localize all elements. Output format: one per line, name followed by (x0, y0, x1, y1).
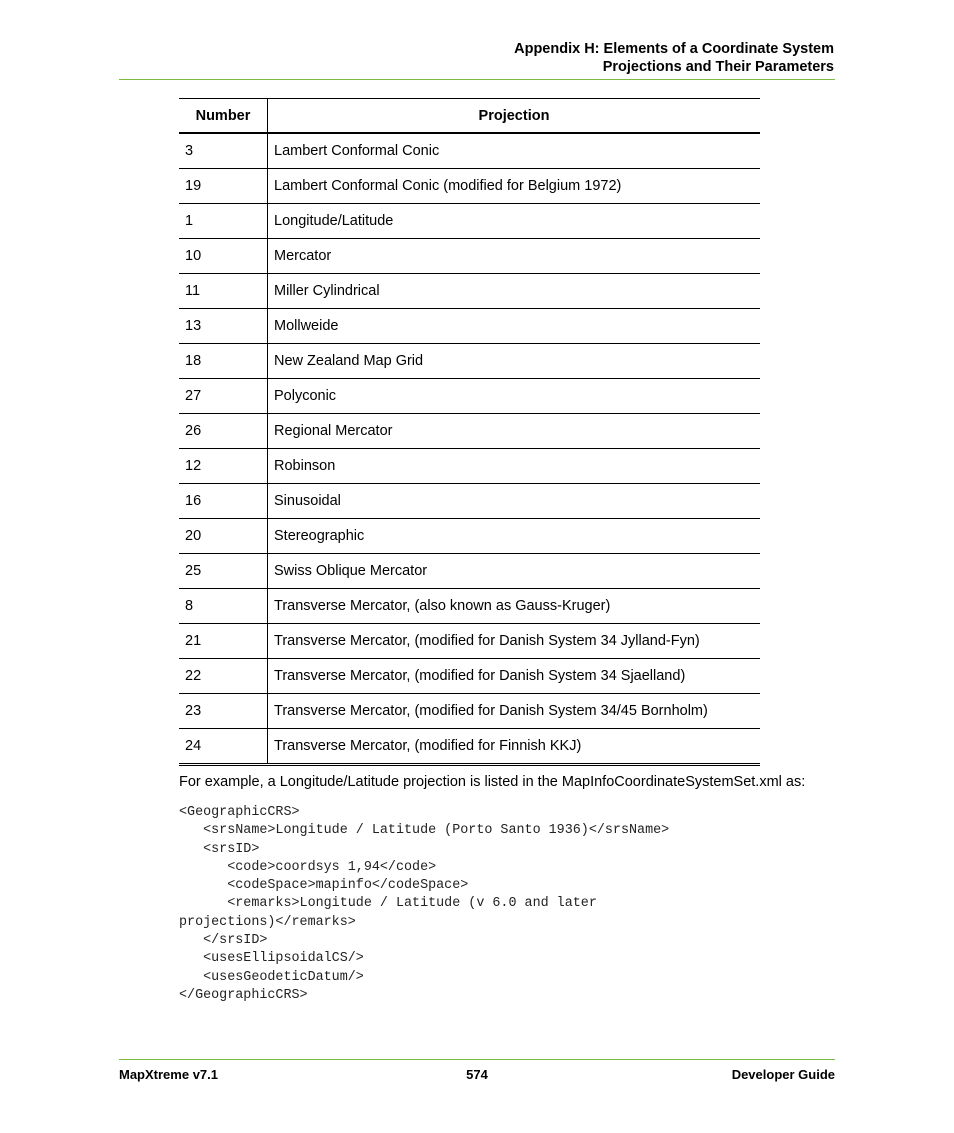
projection-number: 10 (179, 239, 268, 274)
column-header-number: Number (179, 99, 268, 134)
projection-number: 13 (179, 309, 268, 344)
projection-name: Mercator (268, 239, 761, 274)
projection-number: 12 (179, 449, 268, 484)
projection-number: 24 (179, 729, 268, 765)
projection-number: 11 (179, 274, 268, 309)
example-paragraph: For example, a Longitude/Latitude projection is listed in the MapInfoCoordinateSystemSet.xml as: (179, 774, 806, 790)
projection-name: Transverse Mercator, (modified for Danish System 34 Sjaelland) (268, 659, 761, 694)
code-sample: <GeographicCRS> <srsName>Longitude / Latitude (Porto Santo 1936)</srsName> <srsID> <code>coordsys 1,94</code> <codeSpace>mapinfo</codeSpace> <remarks>Longitude / Latitude (v 6.0 and later projections)</remarks> </srsID> <usesEllipsoidalCS/> <usesGeodeticDatum/> </GeographicCRS> (179, 805, 670, 1003)
projection-number: 27 (179, 379, 268, 414)
projection-number: 21 (179, 624, 268, 659)
projection-number: 19 (179, 169, 268, 204)
projection-name: Transverse Mercator, (modified for Danish System 34 Jylland-Fyn) (268, 624, 761, 659)
projection-number: 20 (179, 519, 268, 554)
projection-name: New Zealand Map Grid (268, 344, 761, 379)
projection-name: Stereographic (268, 519, 761, 554)
footer-product: MapXtreme v7.1 (119, 1067, 218, 1082)
projection-number: 16 (179, 484, 268, 519)
table-row (179, 379, 760, 414)
header-chapter: Appendix H: Elements of a Coordinate System (514, 41, 834, 57)
table-row (179, 309, 760, 344)
header-section: Projections and Their Parameters (602, 59, 834, 75)
projection-name: Transverse Mercator, (modified for Finnish KKJ) (268, 729, 761, 765)
table-row (179, 449, 760, 484)
projection-name: Sinusoidal (268, 484, 761, 519)
table-row (179, 729, 760, 765)
projection-name: Mollweide (268, 309, 761, 344)
page-header (514, 40, 834, 76)
projection-number: 26 (179, 414, 268, 449)
table-header-row (179, 99, 760, 134)
projection-number: 23 (179, 694, 268, 729)
projection-name: Robinson (268, 449, 761, 484)
table-row (179, 133, 760, 169)
projection-number: 18 (179, 344, 268, 379)
table-row (179, 659, 760, 694)
projection-number: 1 (179, 204, 268, 239)
table-row (179, 624, 760, 659)
table-body (179, 133, 760, 765)
projection-name: Polyconic (268, 379, 761, 414)
table-row (179, 274, 760, 309)
footer-rule (119, 1059, 835, 1060)
table-row (179, 694, 760, 729)
projection-name: Regional Mercator (268, 414, 761, 449)
column-header-projection: Projection (268, 99, 761, 134)
footer-guide-title: Developer Guide (731, 1067, 835, 1082)
table-row (179, 589, 760, 624)
table-row (179, 204, 760, 239)
header-rule (119, 79, 835, 80)
projection-name: Swiss Oblique Mercator (268, 554, 761, 589)
projection-number: 22 (179, 659, 268, 694)
table-row (179, 169, 760, 204)
projection-number: 3 (179, 133, 268, 169)
table-row (179, 239, 760, 274)
table-row (179, 414, 760, 449)
table-row (179, 484, 760, 519)
table-row (179, 344, 760, 379)
projection-name: Miller Cylindrical (268, 274, 761, 309)
projection-table (179, 98, 760, 766)
projection-name: Transverse Mercator, (modified for Danish System 34/45 Bornholm) (268, 694, 761, 729)
projection-number: 8 (179, 589, 268, 624)
table-row (179, 519, 760, 554)
projection-name: Lambert Conformal Conic (modified for Belgium 1972) (268, 169, 761, 204)
projection-name: Longitude/Latitude (268, 204, 761, 239)
projection-name: Lambert Conformal Conic (268, 133, 761, 169)
projection-name: Transverse Mercator, (also known as Gauss-Kruger) (268, 589, 761, 624)
projection-number: 25 (179, 554, 268, 589)
table-row (179, 554, 760, 589)
footer-page-number: 574 (466, 1067, 488, 1082)
